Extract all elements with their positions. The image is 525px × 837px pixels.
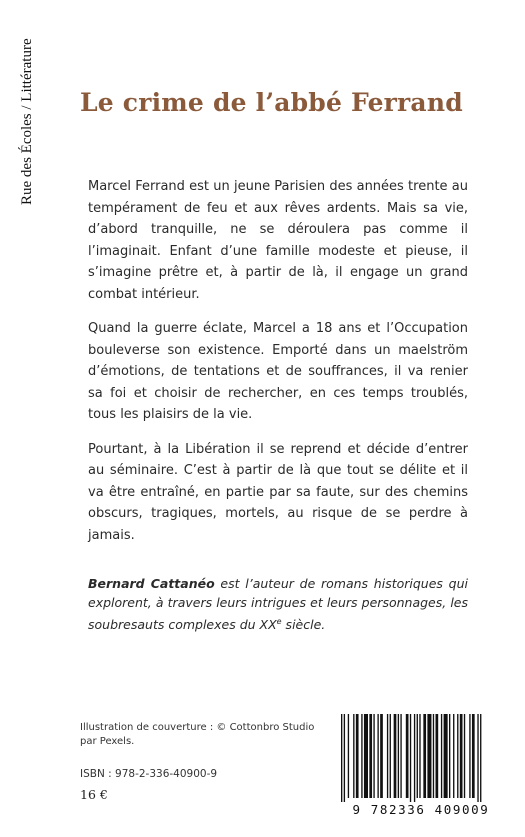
- barcode-bar: [353, 714, 354, 798]
- blurb-paragraph: Quand la guerre éclate, Marcel a 18 ans et l’Occupation bouleverse son existence. Emporté dans un maelström d’émotions, de tentations et de souffrances, il va renier sa foi et choisir de rechercher, en ces temps troublés, tous les plaisirs de la vie.: [88, 321, 468, 422]
- book-title: Le crime de l’abbé Ferrand: [80, 88, 463, 117]
- barcode-bar: [436, 714, 439, 798]
- barcode-bar: [457, 714, 458, 798]
- barcode-bar: [469, 714, 470, 798]
- barcode-bar: [380, 714, 383, 798]
- barcode-bar: [364, 714, 368, 798]
- barcode-bar: [406, 714, 409, 798]
- barcode-bar: [341, 714, 342, 802]
- credit-line: par Pexels.: [80, 736, 135, 747]
- author-bio-text: est l’auteur de romans historiques qui explorent, à travers leurs intrigues et leurs personnages, les soubresauts complexes du XX: [88, 576, 468, 633]
- barcode-bar: [477, 714, 478, 802]
- barcode-number: 9 782336 409009: [352, 802, 490, 817]
- author-name: Bernard Cattanéo: [88, 576, 215, 591]
- barcode-bar: [480, 714, 481, 802]
- barcode: [333, 712, 509, 820]
- blurb-paragraph: Marcel Ferrand est un jeune Parisien des années trente au tempérament de feu et aux rêves ardents. Mais sa vie, d’abord tranquille, ne se déroulera pas comme il l’imaginait. Enfant d’une famille modeste et pieuse, il s’imagine prêtre et, à partir de là, il engage un grand combat intérieur.: [88, 179, 468, 302]
- barcode-bar: [344, 714, 345, 802]
- barcode-bar: [419, 714, 420, 798]
- series-label: Rue des Écoles / Littérature: [19, 38, 35, 205]
- barcode-bar: [472, 714, 475, 798]
- credit-line: Illustration de couverture : © Cottonbro Studio: [80, 722, 315, 733]
- barcode-bar: [348, 714, 349, 798]
- barcode-bar: [356, 714, 359, 798]
- barcode-bar: [410, 714, 411, 802]
- barcode-bar: [369, 714, 372, 798]
- barcode-bar: [373, 714, 374, 798]
- barcode-bar: [398, 714, 399, 798]
- blurb-paragraph: Pourtant, à la Libération il se reprend et décide d’entrer au séminaire. C’est à partir de là que tout se délite et il va être entraîné, en partie par sa faute, sur des chemins obscurs, tragiques, mortels, au risque de se perdre à jamais.: [88, 441, 468, 543]
- back-cover-blurb: [88, 176, 468, 559]
- barcode-bar: [449, 714, 450, 798]
- barcode-bar: [453, 714, 454, 798]
- price: 16 €: [80, 787, 108, 802]
- barcode-bar: [423, 714, 426, 798]
- barcode-bar: [361, 714, 362, 798]
- author-bio-end: siècle.: [281, 617, 326, 633]
- century-superscript: e: [276, 617, 282, 626]
- barcode-bar: [427, 714, 431, 798]
- barcode-bars: [333, 712, 509, 802]
- barcode-bar: [394, 714, 397, 798]
- barcode-bar: [414, 714, 415, 802]
- barcode-bar: [444, 714, 448, 798]
- author-bio: [88, 574, 468, 634]
- barcode-bar: [400, 714, 401, 798]
- barcode-bar: [387, 714, 388, 798]
- barcode-bar: [464, 714, 465, 798]
- barcode-bar: [460, 714, 463, 798]
- cover-credit: [80, 721, 320, 749]
- barcode-bar: [417, 714, 418, 798]
- barcode-bar: [441, 714, 442, 798]
- barcode-bar: [390, 714, 391, 798]
- barcode-bar: [433, 714, 434, 798]
- isbn: ISBN : 978-2-336-40900-9: [80, 768, 218, 780]
- barcode-bar: [377, 714, 378, 798]
